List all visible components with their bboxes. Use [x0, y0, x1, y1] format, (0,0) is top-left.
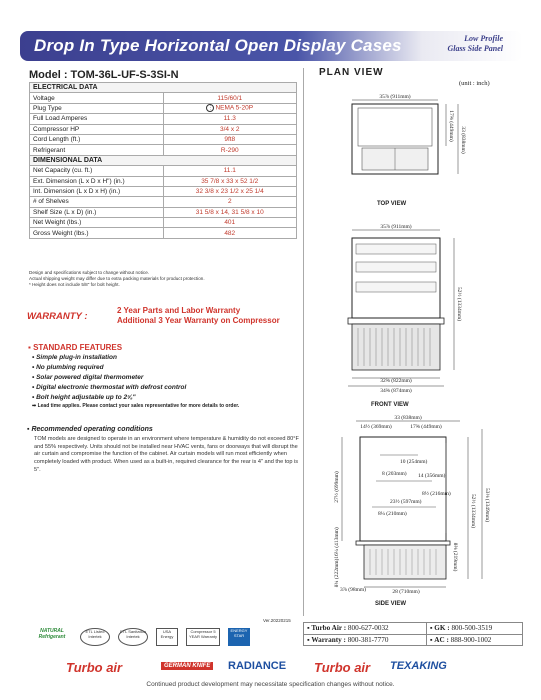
top-width-dim: 35⅞ (911mm) [379, 94, 411, 100]
spec-value: 115/60/1 [163, 93, 297, 103]
standard-features-list [32, 353, 302, 403]
turbo-air-logo: Turbo air [66, 660, 123, 675]
warranty-label: WARRANTY : [27, 311, 88, 322]
contact-value: 800-500-3519 [451, 624, 493, 633]
side-dim-7: 8½ (216mm) [422, 491, 451, 497]
front-width-dim: 35⅞ (911mm) [380, 224, 412, 230]
contact-label: AC : [434, 635, 449, 644]
lead-time-note: ➡ Lead time applies. Please contact your sales representative for more details to order. [32, 403, 240, 409]
recommended-body: TOM models are designed to operate in an environment where temperature & humidity do not exceed 80°F and 55% respectively. Units should not be installed near HVAC vents, fans or doorways that will disrupt the air curtain and compromise the function of the cabinet. Air curtain models will run most efficiently when completely loaded with product. When used as a built-in, required clearance for the rear is 4" and the top is 5". [34, 436, 299, 473]
warranty-line-1: 2 Year Parts and Labor Warranty [117, 306, 241, 315]
spec-label: Int. Dimension (L x D x H) (in.) [30, 186, 164, 196]
side-dim-15: 52½ (1334mm) [470, 493, 476, 529]
spec-label: Compressor HP [30, 124, 164, 134]
table-row [30, 218, 297, 228]
list-item: • Bolt height adjustable up to 2⅝" [32, 393, 302, 403]
side-view-label: SIDE VIEW [375, 601, 407, 607]
unit-label: (unit : inch) [459, 80, 490, 87]
subtitle-line-1: Low Profile [464, 34, 503, 43]
warranty-block [27, 306, 297, 326]
side-dim-1: 33 (838mm) [394, 415, 422, 421]
list-item: • Simple plug-in installation [32, 353, 302, 363]
spec-label: Refrigerant [30, 145, 164, 155]
spec-label: Plug Type [30, 103, 164, 113]
note-line: Actual shipping weight may differ due to extra packing materials for product protection. [29, 276, 205, 281]
etl-listed-logo: ETL Listed Intertek [80, 628, 110, 646]
side-dim-3: 17⅝ (449mm) [410, 424, 442, 430]
top-depth-dim-2: 33 (838mm) [460, 126, 466, 154]
column-divider [303, 68, 304, 616]
spec-value: R-290 [163, 145, 297, 155]
side-dim-4: 10 (254mm) [400, 459, 428, 465]
spec-value: 401 [163, 218, 297, 228]
side-dim-16: 53⅛ (1349mm) [484, 487, 490, 523]
spec-value: 482 [163, 228, 297, 238]
table-row [30, 186, 297, 196]
footer-disclaimer: Continued product development may necessitate specification changes without notice. [146, 681, 395, 688]
table-row [304, 623, 523, 635]
table-row [30, 228, 297, 238]
spec-label: # of Shelves [30, 197, 164, 207]
standard-features-heading: STANDARD FEATURES [33, 343, 123, 352]
list-item: • Digital electronic thermostat with defrost control [32, 383, 302, 393]
brand-logos [28, 658, 516, 678]
spec-label: Full Load Amperes [30, 114, 164, 124]
subtitle-line-2: Glass Side Panel [447, 44, 503, 53]
contact-value: 800-627-0032 [347, 624, 389, 633]
spec-label: Shelf Size (L x D) (in.) [30, 207, 164, 217]
table-row [30, 176, 297, 186]
side-dim-9: 8¼ (210mm) [378, 511, 407, 517]
top-depth-dim-1: 17⅝ (449mm) [448, 110, 454, 142]
contact-label: Warranty : [311, 635, 346, 644]
spec-value: 32 3/8 x 23 1/2 x 25 1/4 [163, 186, 297, 196]
front-height-dim: 52½ (1334mm) [456, 286, 462, 322]
list-item: • Solar powered digital thermometer [32, 373, 302, 383]
table-row [30, 145, 297, 155]
contact-cell: ▪ Turbo Air : 800-627-0032 [304, 623, 427, 635]
page-title: Drop In Type Horizontal Open Display Cases [34, 36, 402, 55]
spec-value: 35 7/8 x 33 x 52 1/2 [163, 176, 297, 186]
plan-view-title: PLAN VIEW [319, 67, 384, 78]
side-dim-5: 8 (203mm) [382, 471, 407, 477]
model-number: Model : TOM-36L-UF-S-3SI-N [29, 69, 297, 84]
plug-type-value: NEMA 5-20P [215, 105, 254, 113]
spec-value: 2 [163, 197, 297, 207]
table-row [30, 124, 297, 134]
side-dim-10: 27½ (699mm) [334, 471, 340, 503]
spec-value: 9ft8 [163, 134, 297, 144]
electrical-heading: ELECTRICAL DATA [30, 83, 297, 93]
table-row [30, 134, 297, 144]
side-dim-12: 8¾ (222mm) [334, 558, 340, 588]
contact-cell: ▪ GK : 800-500-3519 [426, 623, 522, 635]
contact-value: 800-381-7770 [347, 635, 389, 644]
contact-table [303, 622, 523, 646]
front-view-label: FRONT VIEW [371, 402, 409, 408]
version-label: Ver.20220215 [263, 618, 291, 623]
top-view-label: TOP VIEW [377, 201, 407, 207]
etl-sanitation-logo: ETL Sanitation Intertek [118, 628, 148, 646]
dimensional-heading: DIMENSIONAL DATA [30, 155, 297, 165]
note-line: * Height does not include 5/8" for bolt height. [29, 282, 120, 287]
contact-cell: ▪ AC : 888-900-1002 [426, 634, 522, 646]
german-knife-logo: GERMAN KNIFE [161, 662, 213, 670]
side-dim-8: 23½ (597mm) [390, 499, 422, 505]
spec-value: 11.3 [163, 114, 297, 124]
side-dim-11: 16¼ (413mm) [334, 527, 340, 559]
top-view-drawing [330, 90, 500, 195]
warranty-line-2: Additional 3 Year Warranty on Compressor [117, 316, 280, 325]
contact-label: Turbo Air : [311, 624, 347, 633]
spec-value: 11.1 [163, 166, 297, 176]
contact-value: 888-900-1002 [450, 635, 492, 644]
usa-energy-logo: USA Energy [156, 628, 178, 646]
spec-label: Net Capacity (cu. ft.) [30, 166, 164, 176]
recommended-heading: Recommended operating conditions [31, 426, 153, 433]
table-row [30, 93, 297, 103]
spec-label: Ext. Dimension (L x D x H") (in.) [30, 176, 164, 186]
note-line: Design and specifications subject to change without notice. [29, 270, 150, 275]
spec-value: 31 5/8 x 14, 31 5/8 x 10 [163, 207, 297, 217]
recommended-title: ▪ Recommended operating conditions [27, 426, 153, 433]
spec-table [29, 82, 297, 239]
side-dim-14: 28 (710mm) [392, 589, 420, 595]
table-row [304, 634, 523, 646]
warranty-text [117, 306, 280, 326]
spec-notes [29, 270, 297, 288]
front-view-drawing [330, 222, 500, 397]
spec-value: 3/4 x 2 [163, 124, 297, 134]
front-inner-dim: 32⅜ (822mm) [380, 378, 412, 384]
table-row [30, 166, 297, 176]
natural-refrigerant-logo: NATURAL Refrigerant [38, 628, 66, 640]
spec-label: Gross Weight (lbs.) [30, 228, 164, 238]
table-row [30, 197, 297, 207]
table-row [30, 114, 297, 124]
spec-label: Voltage [30, 93, 164, 103]
spec-label: Cord Length (ft.) [30, 134, 164, 144]
side-dim-13: 3⅞ (98mm) [340, 587, 366, 593]
page-subtitle [447, 34, 503, 54]
spec-label: Net Weight (lbs.) [30, 218, 164, 228]
spec-value [163, 103, 297, 113]
header-banner [20, 31, 523, 61]
side-dim-2: 14½ (369mm) [360, 424, 392, 430]
compressor-warranty-logo: Compressor 5 YEAR Warranty [186, 628, 220, 646]
contact-cell: ▪ Warranty : 800-381-7770 [304, 634, 427, 646]
side-view-drawing [318, 415, 523, 600]
certification-logos [34, 628, 296, 648]
radiance-logo: RADIANCE [228, 660, 287, 672]
table-row [30, 103, 297, 113]
standard-features-title: ▪ STANDARD FEATURES [28, 343, 123, 352]
side-dim-17: 8⅝ (219mm) [452, 542, 458, 572]
front-base-dim: 34⅜ (874mm) [380, 388, 412, 394]
table-row [30, 207, 297, 217]
list-item: • No plumbing required [32, 363, 302, 373]
turbo-air-logo-2: Turbo air [314, 660, 371, 675]
texaking-logo: TEXAKING [390, 660, 447, 672]
contact-label: GK : [434, 624, 450, 633]
plug-icon: ⋮ [207, 105, 213, 112]
side-dim-6: 14 (356mm) [418, 473, 446, 479]
energy-star-logo: ENERGY STAR [228, 628, 250, 646]
